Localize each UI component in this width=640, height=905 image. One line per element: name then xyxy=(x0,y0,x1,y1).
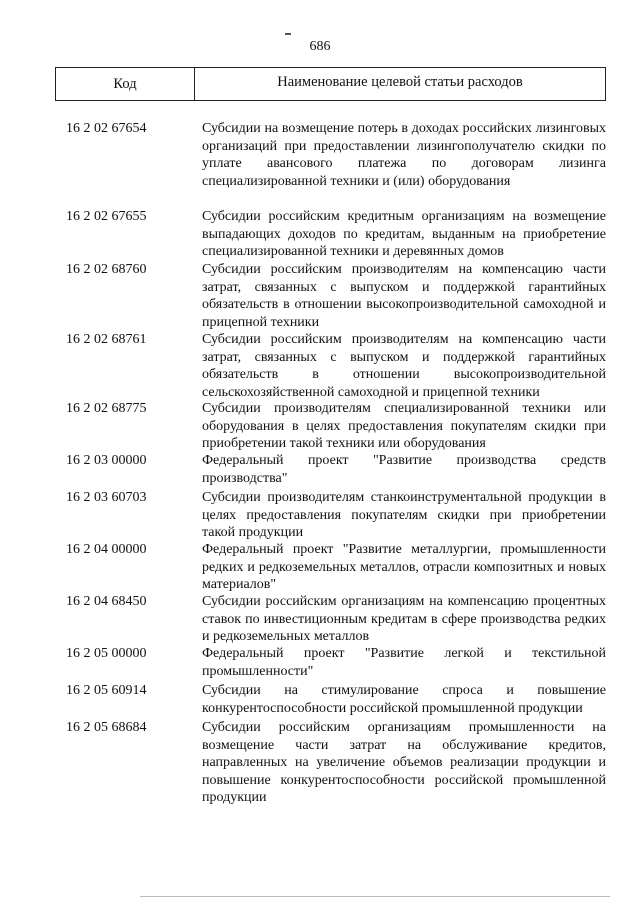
row-code: 16 2 02 68760 xyxy=(66,262,147,277)
scan-edge-line xyxy=(140,896,610,897)
row-description: Федеральный проект "Развитие металлургии, промышленности редких и редкоземельных металлов, отрасли композитных и новых материалов" xyxy=(202,542,606,592)
row-code: 16 2 02 68775 xyxy=(66,401,147,416)
row-code: 16 2 02 67655 xyxy=(66,209,147,224)
row-description: Субсидии на возмещение потерь в доходах российских лизинговых организаций при предоставлении лизингополучателю скидки по уплате авансового платежа по договорам лизинга специализированной техники и (или) оборудования xyxy=(202,121,606,189)
row-code: 16 2 02 67654 xyxy=(66,121,147,136)
row-description: Субсидии российским организациям промышленности на возмещение части затрат на обслуживание кредитов, направленных на увеличение объемов реализации продукции и повышение конкурентоспособности российской промышленной продукции xyxy=(202,720,606,805)
row-code: 16 2 05 68684 xyxy=(66,720,147,735)
row-code: 16 2 05 60914 xyxy=(66,683,147,698)
table-header xyxy=(55,67,606,101)
row-description: Субсидии российским организациям на компенсацию процентных ставок по инвестиционным кредитам в сфере производства редких и редкоземельных металлов xyxy=(202,594,606,644)
row-code: 16 2 02 68761 xyxy=(66,332,147,347)
row-description: Субсидии российским производителям на компенсацию части затрат, связанных с выпуском и поддержкой гарантийных обязательств в отношении высокопроизводительной самоходной и прицепной техники xyxy=(202,262,606,330)
row-description: Субсидии производителям станкоинструментальной продукции в целях предоставления покупателям скидки при приобретении такой продукции xyxy=(202,490,606,540)
row-description: Субсидии российским производителям на компенсацию части затрат, связанных с выпуском и поддержкой гарантийных обязательств в отношении высокопроизводительной сельскохозяйственной самоходной и прицепной техники xyxy=(202,332,606,400)
page-number: 686 xyxy=(309,39,331,54)
row-description: Субсидии на стимулирование спроса и повышение конкурентоспособности российской промышленной продукции xyxy=(202,683,606,716)
row-code: 16 2 05 00000 xyxy=(66,646,147,661)
row-description: Субсидии производителям специализированной техники или оборудования в целях предоставления покупателям скидки при приобретении такой техники или оборудования xyxy=(202,401,606,451)
row-code: 16 2 04 00000 xyxy=(66,542,147,557)
header-name-cell: Наименование целевой статьи расходов xyxy=(277,74,523,90)
row-description: Субсидии российским кредитным организациям на возмещение выпадающих доходов по кредитам, выданным на приобретение специализированной техники и деревянных домов xyxy=(202,209,606,259)
row-code: 16 2 04 68450 xyxy=(66,594,147,609)
row-code: 16 2 03 60703 xyxy=(66,490,147,505)
row-code: 16 2 03 00000 xyxy=(66,453,147,468)
scan-artifact xyxy=(285,33,291,35)
row-description: Федеральный проект "Развитие легкой и текстильной промышленности" xyxy=(202,646,606,679)
row-description: Федеральный проект "Развитие производства средств производства" xyxy=(202,453,606,486)
header-code-cell: Код xyxy=(56,68,195,100)
